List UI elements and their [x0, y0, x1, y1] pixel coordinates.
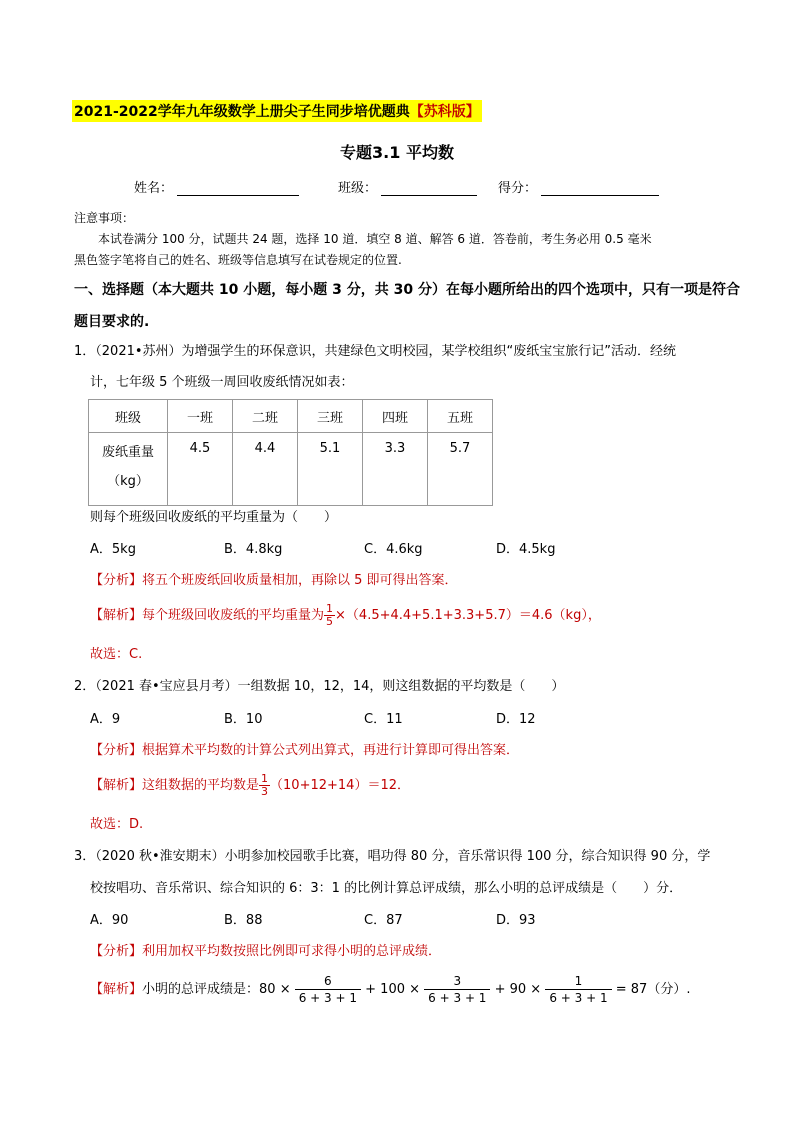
section-heading-line-1: 一、选择题（本大题共 10 小题，每小题 3 分，共 30 分）在每小题所给出的四个选项中，只有一项是符合 [74, 282, 740, 298]
fraction-numerator: 6 [295, 973, 361, 990]
solution-fraction-3 [545, 973, 611, 1006]
table-cell: 5.7 [428, 433, 493, 506]
q1-option-b: B．4.8kg [224, 542, 283, 557]
table-header-cell: 四班 [363, 400, 428, 433]
q2-option-d: D．12 [496, 712, 536, 727]
q2-stem: 2．（2021 春•宝应县月考）一组数据 10，12，14，则这组数据的平均数是（ ） [74, 679, 565, 694]
solution-text-post: = 87（分）. [615, 982, 691, 997]
table-cell: 5.1 [298, 433, 363, 506]
q1-option-d: D．4.5kg [496, 542, 556, 557]
notes-line-1: 本试卷满分 100 分，试题共 24 题，选择 10 道．填空 8 道、解答 6 道．答卷前，考生务必用 0.5 毫米 [98, 232, 652, 246]
q3-solution [90, 970, 690, 1010]
fraction-denominator: 6 + 3 + 1 [298, 991, 358, 1005]
q1-stem-line-2: 计，七年级 5 个班级一周回收废纸情况如表： [90, 375, 354, 390]
q3-stem-line-2: 校按唱功、音乐常识、综合知识的 6：3：1 的比例计算总评成绩，那么小明的总评成绩是（ ）分． [90, 881, 683, 896]
q2-solution [90, 773, 410, 798]
table-row [89, 433, 493, 506]
q3-option-c: C．87 [364, 913, 403, 928]
series-banner-text: 2021-2022学年九年级数学上册尖子生同步培优题典 [74, 104, 410, 120]
score-field [498, 177, 659, 196]
table-header-cell: 班级 [89, 400, 168, 433]
solution-fraction [324, 603, 335, 628]
solution-text-pre: 这组数据的平均数是 [142, 778, 260, 793]
row-label-line-2: （kg） [107, 474, 149, 489]
q1-solution [90, 603, 601, 628]
row-label-line-1: 废纸重量 [101, 445, 154, 460]
solution-fraction [259, 773, 270, 798]
score-label: 得分： [498, 181, 538, 196]
solution-text-post: ×（4.5+4.4+5.1+3.3+5.7）＝4.6（kg）， [335, 608, 601, 623]
table-cell: 4.4 [233, 433, 298, 506]
q1-stem-line-1: 1．（2021•苏州）为增强学生的环保意识，共建绿色文明校园，某学校组织“废纸宝宝旅行记”活动．经统 [74, 344, 676, 359]
page-title: 专题3.1 平均数 [340, 143, 454, 162]
q3-stem-line-1: 3．（2020 秋•淮安期末）小明参加校园歌手比赛，唱功得 80 分，音乐常识得 100 分，综合知识得 90 分，学 [74, 849, 711, 864]
table-cell: 3.3 [363, 433, 428, 506]
q1-option-c: C．4.6kg [364, 542, 423, 557]
q2-analysis [90, 741, 519, 761]
table-header-row [89, 400, 493, 433]
edition-tag: 【苏科版】 [409, 104, 480, 120]
table-header-cell: 二班 [233, 400, 298, 433]
q1-analysis [90, 571, 458, 591]
solution-tag: 【解析】 [90, 982, 143, 997]
q1-answer: 故选：C. [90, 647, 143, 662]
notes-line-2: 黑色签字笔将自己的姓名、班级等信息填写在试卷规定的位置. [74, 253, 402, 267]
q2-option-a: A．9 [90, 712, 121, 727]
fraction-denominator: 6 + 3 + 1 [428, 991, 487, 1005]
q3-analysis [90, 942, 441, 962]
solution-text-pre: 小明的总评成绩是：80 × [142, 982, 291, 997]
solution-fraction-1 [295, 973, 361, 1006]
class-label: 班级： [338, 181, 378, 196]
table-row-label [89, 433, 168, 506]
q3-option-d: D．93 [496, 913, 536, 928]
analysis-tag: 【分析】 [90, 944, 143, 959]
name-blank [177, 181, 299, 196]
fraction-numerator: 3 [424, 973, 490, 990]
table-header-cell: 一班 [168, 400, 233, 433]
table-header-cell: 三班 [298, 400, 363, 433]
solution-term-3: + 90 × [494, 982, 542, 997]
table-header-cell: 五班 [428, 400, 493, 433]
solution-text-pre: 每个班级回收废纸的平均重量为 [142, 608, 325, 623]
notes-heading: 注意事项： [74, 211, 135, 225]
fraction-denominator: 3 [261, 785, 269, 798]
name-label: 姓名： [134, 181, 174, 196]
solution-tag: 【解析】 [90, 778, 143, 793]
q3-option-b: B．88 [224, 913, 263, 928]
fraction-denominator: 5 [326, 615, 334, 628]
solution-tag: 【解析】 [90, 608, 143, 623]
q2-option-b: B．10 [224, 712, 263, 727]
series-banner [72, 100, 482, 122]
section-heading-line-2: 题目要求的. [74, 314, 150, 330]
score-blank [541, 181, 659, 196]
analysis-text: 利用加权平均数按照比例即可求得小明的总评成绩． [142, 944, 442, 959]
q1-option-a: A．5kg [90, 542, 136, 557]
q2-answer: 故选：D. [90, 817, 144, 832]
fraction-numerator: 1 [326, 602, 334, 615]
q1-data-table [88, 399, 493, 506]
solution-term-2: + 100 × [365, 982, 421, 997]
table-cell: 4.5 [168, 433, 233, 506]
fraction-denominator: 6 + 3 + 1 [549, 991, 608, 1005]
class-field [338, 177, 477, 196]
analysis-text: 根据算术平均数的计算公式列出算式，再进行计算即可得出答案． [142, 743, 520, 758]
q3-option-a: A．90 [90, 913, 129, 928]
fraction-numerator: 1 [261, 772, 269, 785]
analysis-text: 将五个班废纸回收质量相加，再除以 5 即可得出答案． [142, 573, 458, 588]
analysis-tag: 【分析】 [90, 573, 143, 588]
name-field [134, 177, 299, 196]
q2-option-c: C．11 [364, 712, 403, 727]
class-blank [381, 181, 477, 196]
analysis-tag: 【分析】 [90, 743, 143, 758]
solution-text-post: （10+12+14）＝12． [270, 778, 410, 793]
q1-question: 则每个班级回收废纸的平均重量为（ ） [90, 510, 338, 525]
solution-fraction-2 [424, 973, 490, 1006]
fraction-numerator: 1 [545, 973, 611, 990]
